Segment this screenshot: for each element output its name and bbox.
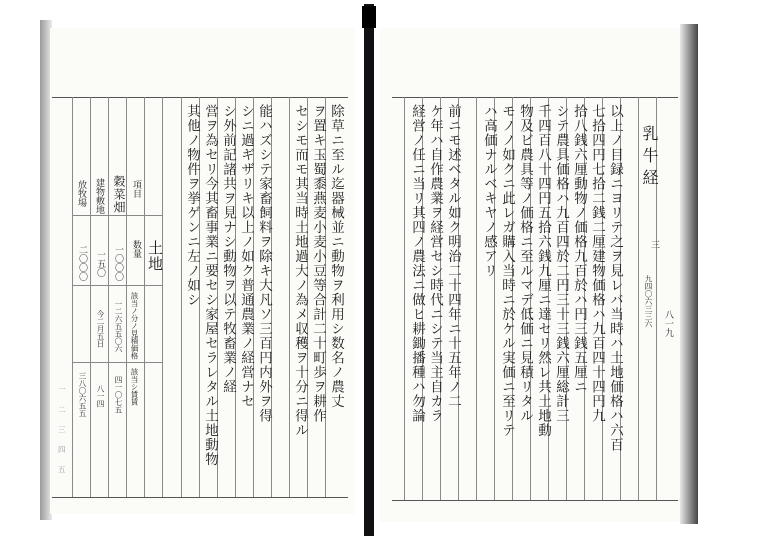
table-row-rule — [72, 362, 162, 363]
section-heading-land: 土地 — [146, 240, 164, 272]
gutter-clip — [362, 6, 376, 28]
table-cell-quantity: 一五〇 — [95, 250, 105, 277]
right-body-column: モノノ如クニ此レガ購入当時ニ於ケル実価ニ至リテ — [499, 104, 515, 438]
margin-note: 一 — [58, 385, 66, 394]
right-column-rule — [404, 97, 405, 500]
left-body-column: シニ過ギザリキ以上ノ如ク普通農業ノ経営ナセ — [238, 104, 254, 409]
left-body-column: 能ハズシテ家畜飼料ヲ除キ大凡ソ三百円内外ヲ得 — [256, 104, 272, 423]
left-top-rule — [52, 97, 348, 98]
table-cell-rent: 四一〇七五 — [114, 376, 123, 414]
table-cell-rent: 八一四 — [96, 385, 105, 408]
right-top-rule — [392, 97, 678, 98]
right-body-column: 拾八銭六厘動物ノ価格九百於ハ円三銭五厘ニ — [571, 104, 587, 394]
left-column-rule — [162, 97, 163, 497]
right-column-rule — [476, 97, 477, 500]
left-body-column: ヲ置キ玉蜀黍燕麦小麦小豆等合計二十町歩ヲ耕作 — [310, 104, 326, 423]
right-body-column: 以上ノ目録ニヨリテ之ヲ見レバ当時ハ土地価格ハ六百 — [607, 104, 623, 452]
right-column-rule — [638, 97, 639, 500]
table-cell-item: 放牧場 — [76, 180, 86, 207]
page-title: 乳牛経 — [640, 125, 659, 191]
page-code: 九四〇六三三六 — [644, 275, 653, 328]
margin-note: 三 — [58, 425, 66, 434]
right-body-column: 千四百八十四円五拾六銭九厘ニ達セリ然レ共土地動 — [535, 104, 551, 438]
table-cell-item: 穀菜畑 — [112, 175, 126, 214]
table-row-rule — [72, 285, 162, 286]
right-body-column: 七拾四円七拾二銭二厘建物価格ハ九百四十四円九 — [589, 104, 605, 423]
left-body-column: 除草ニ至ル迄器械並ニ動物ヲ利用シ数名ノ農丈 — [328, 104, 344, 409]
margin-note: 二 — [58, 405, 66, 414]
table-header-rule — [72, 215, 162, 216]
table-cell-rent: 三八〇六五五 — [78, 372, 87, 417]
table-header-rent: 該当シ賃賃 — [130, 368, 139, 406]
table-cell-estimate: 今二月五日 — [96, 310, 105, 348]
margin-note: 五 — [58, 465, 66, 474]
left-column-rule — [108, 97, 109, 497]
left-column-rule — [144, 97, 145, 497]
table-cell-quantity: 一〇〇〇 — [113, 245, 123, 281]
table-cell-estimate: 一二六五五〇六 — [114, 300, 123, 353]
right-bottom-rule — [392, 500, 678, 501]
right-body-column: シテ農具価格ハ九百四於二円三十三銭六厘総計三 — [553, 104, 569, 423]
table-header-quantity: 数量 — [131, 240, 141, 258]
left-body-column: セシモ而モ其当時土地過大ノ為メ収穫ヲ十分ニ得ル — [292, 104, 308, 438]
left-body-column: シ外前記諸共ヲ見ナシ動物ヲ以テ牧畜業ノ経 — [220, 104, 236, 394]
left-bottom-rule — [52, 497, 348, 498]
right-body-column: ハ高価ナルベキヤノ感アリ — [481, 104, 497, 278]
page-title-suffix: 三 — [649, 240, 659, 249]
book-gutter — [364, 4, 374, 536]
right-body-column: 経営ノ任ニ当リ其四ノ農法ニ做ヒ耕鋤播種ハ勿論 — [409, 104, 425, 423]
left-column-rule — [90, 97, 91, 497]
table-header-estimate: 該当ノ分ノ見積価格 — [130, 292, 139, 360]
left-column-rule — [289, 97, 290, 497]
right-body-column: 物及ビ農具等ノ価格ニ至ルマデ低価ニ見積リタル — [517, 104, 533, 423]
left-body-column: 営ヲ為セリ今其畜事業ニ要セシ家屋セラレタル土地動物 — [202, 104, 218, 467]
table-cell-item: 建物敷地 — [94, 178, 104, 214]
table-header-item: 項目 — [131, 180, 141, 198]
left-column-rule — [181, 97, 182, 497]
left-column-rule — [126, 97, 127, 497]
left-column-rule — [72, 97, 73, 497]
right-page-edge-shadow — [680, 24, 698, 524]
right-body-column: ケ年ハ自作農業ヲ経営セシ時代ニシテ当主自カラ — [427, 104, 443, 423]
page-number: 八一九 — [663, 310, 673, 337]
left-body-column: 其他ノ物件ヲ挙ゲンニ左ノ如シ — [184, 104, 200, 307]
margin-note: 四 — [58, 445, 66, 454]
right-body-column: 前ニモ述ベタル如ク明治二十四年ニ十五年ノ二 — [445, 104, 461, 409]
table-cell-quantity: 二〇〇〇 — [77, 245, 87, 281]
